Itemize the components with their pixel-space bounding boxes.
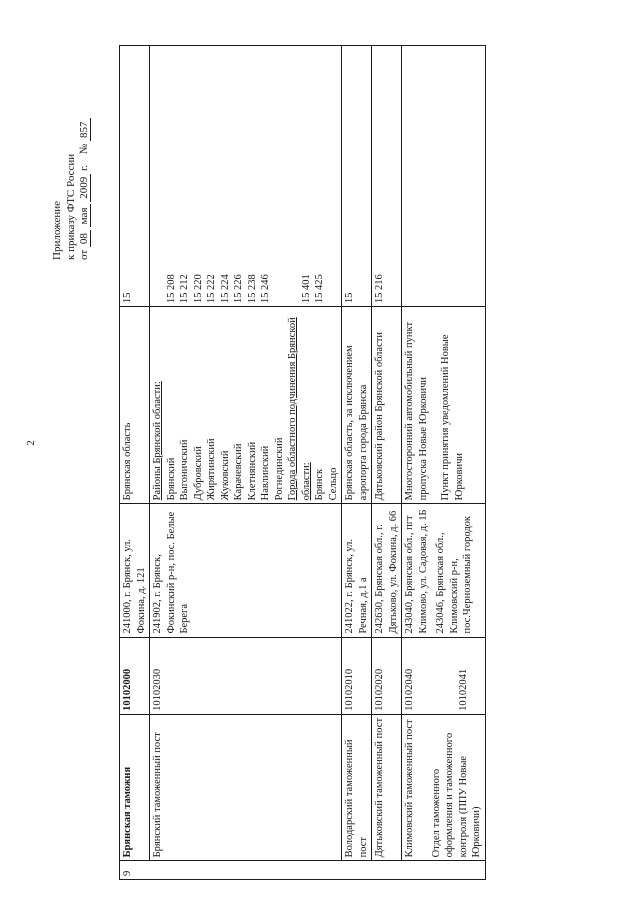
post-code: 10102020 <box>372 637 402 714</box>
post-okato: 15 <box>342 46 372 307</box>
otdel-name: Отдел таможенного оформления и таможенного контроля (ППУ Новые Юрковичи) <box>430 732 482 858</box>
post-territory: Многосторонний автомобильный пункт пропуска Новые Юрковичи Пункт принятия уведомлений Новые Юрковичи <box>402 307 486 504</box>
customs-code: 10102000 <box>120 637 150 714</box>
list-item: Дубровский <box>192 446 204 501</box>
post-name: Климовский таможенный пост Отдел таможенного оформления и таможенного контроля (ППУ Новые Юрковичи) <box>402 714 486 861</box>
list-item: Брянский <box>165 457 177 501</box>
list-item: Жуковский <box>219 450 231 501</box>
appendix-title: Приложение <box>51 200 63 260</box>
list-item: 15 208 <box>165 274 177 304</box>
list-item: 15 246 <box>260 274 271 304</box>
post-territory: Дятьковский район Брянской области <box>372 307 402 504</box>
page-number: 2 <box>24 440 37 446</box>
table-row <box>120 46 150 880</box>
list-item: 15 226 <box>233 274 244 304</box>
list-item: 15 220 <box>192 274 204 304</box>
list-item: 15 401 <box>300 274 312 304</box>
post-territory <box>150 307 342 504</box>
row-number: 9 <box>120 861 486 880</box>
list-item: Брянск <box>314 468 325 501</box>
customs-name: Брянская таможня <box>120 714 150 861</box>
post-address: 243040, Брянская обл., пгт Климово, ул. Садовая, д. 1Б 243046, Брянская обл., Климовский р-н, пос.Черноземный городок <box>402 504 486 637</box>
otdel-code: 10102041 <box>457 668 469 711</box>
list-item: 15 425 <box>314 274 325 304</box>
list-item: Карачевский <box>233 443 244 501</box>
customs-okato: 15 <box>120 46 150 307</box>
table-row <box>150 46 342 880</box>
post-okato: 15 216 <box>372 46 402 307</box>
list-item: Навлинский <box>260 445 271 501</box>
list-item: Выгоничский <box>179 439 190 501</box>
customs-table <box>119 45 486 880</box>
table-row <box>372 46 402 880</box>
otdel-territory: Пункт принятия уведомлений Новые Юрковичи <box>440 334 465 501</box>
post-name: Дятьковский таможенный пост <box>372 714 402 861</box>
list-item: 15 224 <box>219 274 231 304</box>
post-name: Володарский таможенный пост <box>342 714 372 861</box>
list-item: Клетнянский <box>246 441 258 501</box>
post-address: 241902, г. Брянск, Фокинский р-н, пос. Белые Берега <box>150 504 342 637</box>
post-territory: Брянская область, за исключением аэропорта города Брянска <box>342 307 372 504</box>
appendix-order-ref: к приказу ФТС России <box>64 153 77 260</box>
customs-region: Брянская область <box>120 307 150 504</box>
post-okato <box>402 46 486 307</box>
post-address: 242630, Брянская обл., г. Дятьково, ул. Фокина, д. 66 <box>372 504 402 637</box>
list-item: Сельцо <box>327 467 339 501</box>
post-code: 10102030 <box>150 637 342 714</box>
post-name: Брянский таможенный пост <box>150 714 342 861</box>
list-item: 15 238 <box>246 274 258 304</box>
date-month: мая <box>78 205 91 228</box>
post-okato-codes <box>150 46 342 307</box>
table-row <box>342 46 372 880</box>
post-address: 241022, г. Брянск, ул. Речная, д.1 а <box>342 504 372 637</box>
districts-header: Районы Брянской области: <box>152 381 163 501</box>
appendix-header <box>51 118 92 260</box>
order-number: 857 <box>78 118 91 141</box>
table-row <box>402 46 486 880</box>
post-code: 10102010 <box>342 637 372 714</box>
cities-header: Города областного подчинения Брянской области: <box>287 317 312 501</box>
appendix-date-line: от 08 мая 2009 г. № 857 <box>78 118 92 260</box>
list-item: 15 212 <box>179 274 190 304</box>
list-item: Рогнединский <box>273 437 285 501</box>
date-day: 08 <box>78 230 91 247</box>
date-year: 2009 <box>78 174 91 202</box>
otdel-address: 243046, Брянская обл., Климовский р-н, пос.Черноземный городок <box>435 515 473 634</box>
list-item: Жирятинский <box>206 438 217 501</box>
list-item: 15 222 <box>206 274 217 304</box>
customs-address: 241000, г. Брянск, ул. Фокина, д. 121 <box>120 504 150 637</box>
post-code: 10102040 10102041 <box>402 637 486 714</box>
